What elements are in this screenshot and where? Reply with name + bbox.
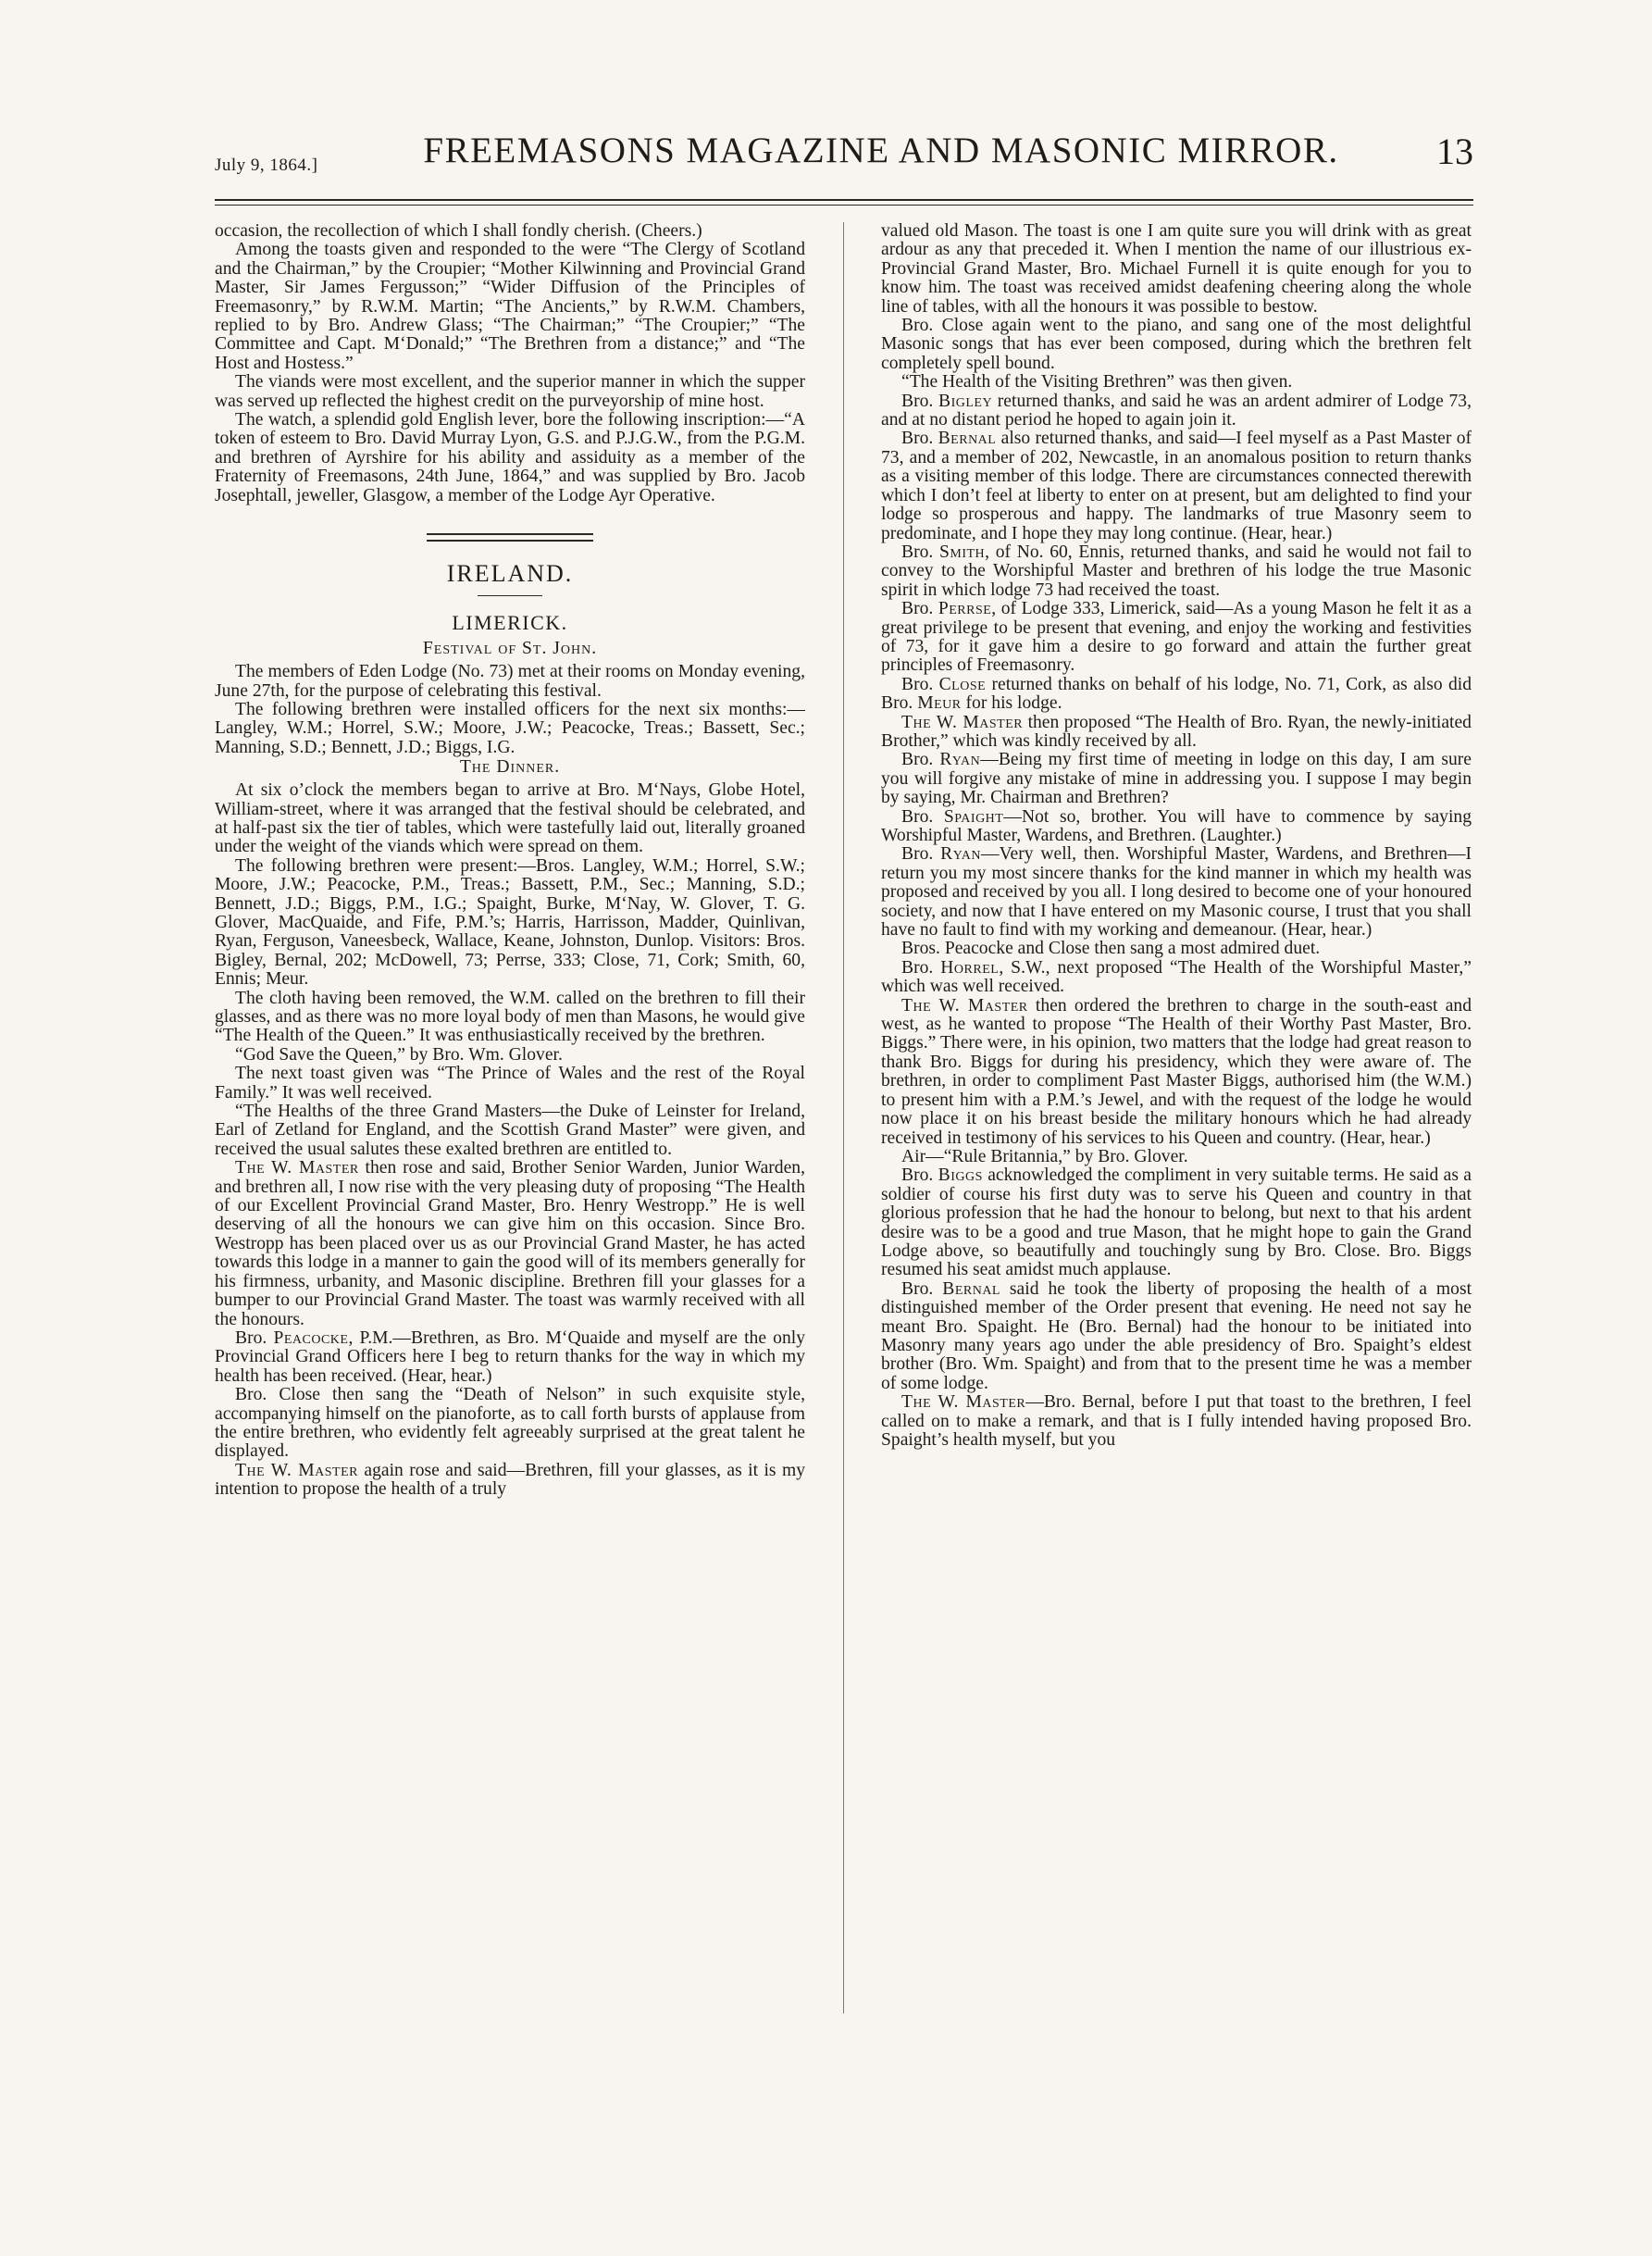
- paragraph-text: returned thanks on behalf of his lodge, No. 71, Cork, as also did Bro.: [881, 674, 1472, 714]
- subheading-festival: Festival of St. John.: [422, 639, 598, 659]
- paragraph-bernal: [881, 430, 1472, 542]
- paragraph: The watch, a splendid gold English lever, bore the following inscription:—“A token of esteem to Bro. David Murray Lyon, G.S. and P.J.G.W., from the P.G.M. and brethren of Ayrshire for his ability and assiduity as a member of the Fraternity of Freemasons, 24th June, 1864,” and was supplied by Bro. Jacob Josephtall, jeweller, Glasgow, a member of the Lodge Ayr Operative.: [215, 410, 805, 505]
- bro-prefix: Bro.: [901, 674, 939, 694]
- speaker-name: Spaight: [943, 806, 1004, 827]
- page-number: 13: [1436, 131, 1473, 172]
- paragraph: At six o’clock the members began to arrive at Bro. M‘Nays, Globe Hotel, William-street, where it was arranged that the festival should be celebrated, and at half-past six the tier of tables, which were tastefully laid out, literally groaned under the weight of the viands which were spread on them.: [215, 780, 805, 857]
- speaker-name: The W. Master: [235, 1158, 359, 1178]
- speaker-name: Close: [938, 674, 987, 694]
- paragraph-duet: Bros. Peacocke and Close then sang a most admired duet.: [901, 939, 1321, 959]
- header-rule: [215, 199, 1473, 201]
- bro-prefix: Bro.: [901, 391, 938, 411]
- paragraph-text: then proposed “The Health of Bro. Ryan, the newly-initiated Brother,” which was kindly received by all.: [881, 712, 1472, 751]
- paragraph: The next toast given was “The Prince of Wales and the rest of the Royal Family.” It was well received.: [215, 1064, 805, 1103]
- paragraph-biggs: [881, 1166, 1472, 1279]
- bro-prefix: Bro.: [901, 1165, 938, 1186]
- paragraph-visiting-toast: “The Health of the Visiting Brethren” was then given.: [901, 372, 1293, 393]
- speaker-name: Perrse: [938, 599, 992, 619]
- paragraph-spaight: [881, 808, 1472, 846]
- paragraph-horrel: [881, 959, 1472, 997]
- paragraph-text: —Bro. Bernal, before I put that toast to the brethren, I feel called on to make a remark, and that is I fully intended having proposed Bro. Spaight’s health myself, but you: [881, 1392, 1472, 1450]
- speaker-name: Ryan: [940, 844, 981, 865]
- paragraph-ryan-1: [881, 751, 1472, 807]
- dinner-paragraphs: [215, 781, 805, 1159]
- paragraph-master-biggs: [881, 997, 1472, 1148]
- paragraph-close-thanks: [881, 676, 1472, 714]
- paragraph-continued: valued old Mason. The toast is one I am quite sure you will drink with as great ardour as any that preceded it. When I mention the name of our illustrious ex-Provincial Grand Master, Bro. Michael Furnell it is quite enough for you to know him. The toast was received amidst deafening cheering along the whole line of tables, with all the honours it was possible to bestow.: [881, 222, 1472, 317]
- bro-prefix: Bro.: [901, 429, 938, 449]
- paragraph-text: , P.M.—Brethren, as Bro. M‘Quaide and myself are the only Provincial Grand Officers here I beg to return thanks for the way in which my health has been received. (Hear, hear.): [215, 1327, 805, 1386]
- bro-prefix: Bro.: [901, 1278, 943, 1299]
- paragraph-master-ryan: [881, 714, 1472, 752]
- paragraph-text: again rose and said—Brethren, fill your glasses, as it is my intention to propose the health of a truly: [215, 1460, 805, 1500]
- speaker-name: The W. Master: [235, 1460, 358, 1480]
- heading-rule: [478, 595, 542, 596]
- paragraph-close-song: Bro. Close then sang the “Death of Nelson” in such exquisite style, accompanying himself on the pianoforte, as to call forth bursts of applause from the entire brethren, who evidently felt agreeably surprised at the great talent he displayed.: [215, 1385, 805, 1462]
- bro-prefix: Bro.: [235, 1327, 274, 1348]
- paragraph: The viands were most excellent, and the superior manner in which the supper was served up reflected the highest credit on the purveyorship of mine host.: [215, 372, 805, 411]
- paragraph-text: acknowledged the compliment in very suitable terms. He said as a soldier of course his first duty was to serve his Queen and country in that glorious profession that he had the honour to belong, but next to that his ardent desire was to be a good and true Mason, that he might hope to gain the Grand Lodge above, so beautifully and touchingly sung by Bro. Close. Bro. Biggs resumed his seat amidst much applause.: [881, 1165, 1472, 1280]
- bro-prefix: Bro.: [901, 750, 940, 770]
- paragraph-text: then rose and said, Brother Senior Warden, Junior Warden, and brethren all, I now rise with the very pleasing duty of proposing “The Health of our Excellent Provincial Grand Master, Bro. Henry Westropp.” He is well deserving of all the honours we can give him on this occasion. Since Bro. Westropp has been placed over us as our Provincial Grand Master, he has acted towards this lodge in a manner to gain the good will of its members generally for his firmness, urbanity, and Masonic discipline. Brethren fill your glasses for a bumper to our Provincial Grand Master. The toast was warmly received with all the honours.: [215, 1158, 805, 1329]
- subheading-dinner: The Dinner.: [459, 757, 561, 778]
- header-rule-thin: [215, 205, 1473, 206]
- left-column: [215, 222, 805, 2083]
- speaker-name: Horrel: [940, 957, 1000, 978]
- paragraph-master-toast: [215, 1159, 805, 1329]
- paragraph: The cloth having been removed, the W.M. called on the brethren to fill their glasses, and as there was no more loyal body of men than Masons, he would give “The Health of the Queen.” It was enthusiastically received by the brethren.: [215, 988, 805, 1046]
- speaker-name: Biggs: [938, 1165, 983, 1186]
- paragraph-text: , of No. 60, Ennis, returned thanks, and said he would not fail to convey to the Worshipful Master and brethren of his lodge the true Masonic spirit in which lodge 73 had received the toast.: [881, 542, 1472, 600]
- subheading-limerick: LIMERICK.: [452, 611, 568, 635]
- bro-prefix: Bro.: [901, 599, 938, 619]
- speaker-name: Bernal: [942, 1278, 1000, 1299]
- paragraph-peacocke: [215, 1329, 805, 1386]
- speaker-name: Smith: [938, 542, 986, 562]
- paragraph-text: for his lodge.: [961, 693, 1062, 714]
- paragraph: “The Healths of the three Grand Masters—the Duke of Leinster for Ireland, Earl of Zetland for England, and the Scottish Grand Master” were given, and received the usual salutes these exalted brethren are entitled to.: [215, 1102, 805, 1159]
- bro-prefix: Bro.: [901, 542, 939, 562]
- paragraph-master-again: [215, 1462, 805, 1500]
- speaker-name: Meur: [917, 693, 962, 714]
- paragraph: The following brethren were present:—Bros. Langley, W.M.; Horrel, S.W.; Moore, J.W.; Peacocke, P.M., Treas.; Bassett, P.M., Sec.; Manning, S.D.; Bennett, J.D.; Biggs, P.M., I.G.; Spaight, Burke, M‘Nay, W. Glover, T. G. Glover, MacQuaide, and Fife, P.M.’s; Harris, Harrisson, Madder, Quinlivan, Ryan, Ferguson, Vaneesbeck, Wallace, Keane, Johnston, Dunlop. Visitors: Bros. Bigley, Bernal, 202; McDowell, 73; Perrse, 333; Close, 71, Cork; Smith, 60, Ennis; Meur.: [215, 855, 805, 990]
- paragraph-ryan-2: [881, 845, 1472, 940]
- paragraph: Among the toasts given and responded to the were “The Clergy of Scotland and the Chairman,” by the Croupier; “Mother Kilwinning and Provincial Grand Master, Sir James Fergusson;” “Wider Diffusion of the Principles of Freemasonry,” by R.W.M. Martin; “The Ancients,” by R.W.M. Chambers, replied to by Bro. Andrew Glass; “The Chairman;” “The Croupier;” “The Committee and Capt. M‘Donald;” “The Brethren from a distance;” and “The Host and Hostess.”: [215, 240, 805, 373]
- bro-prefix: Bro.: [901, 957, 941, 978]
- column-divider: [843, 222, 844, 2013]
- paragraph-bigley: [881, 393, 1472, 430]
- paragraph-text: said he took the liberty of proposing the health of a most distinguished member of the Order present that evening. He need not say he meant Bro. Spaight. He (Bro. Bernal) had the honour to be initiated into Masonry many years ago under the able presidency of Bro. Spaight’s eldest brother (Bro. Wm. Spaight) and from that to the present time he was a member of some lodge.: [881, 1278, 1472, 1393]
- speaker-name: The W. Master: [901, 1392, 1026, 1413]
- paragraph-text: then ordered the brethren to charge in the south-east and west, as he wanted to propose “The Health of their Worthy Past Master, Bro. Biggs.” There were, in his opinion, two matters that the lodge had great reason to thank Bro. Biggs for during his presidency, which they were aware of. The brethren, in order to compliment Past Master Biggs, authorised him (the W.M.) to present him with a P.M.’s Jewel, and with the request of the lodge he would now place it on his breast beside the military honours which he had already received in testimony of his services to his Queen and country. (Hear, hear.): [881, 995, 1472, 1148]
- festival-paragraphs: [215, 663, 805, 757]
- section-heading-ireland: IRELAND.: [446, 560, 574, 588]
- page-header: [215, 130, 1473, 185]
- speaker-name: Peacocke: [273, 1327, 349, 1348]
- speaker-name: The W. Master: [901, 995, 1028, 1016]
- paragraph-text: —Not so, brother. You will have to commence by saying Worshipful Master, Wardens, and Brethren. (Laughter.): [881, 806, 1472, 845]
- bro-prefix: Bro.: [901, 806, 944, 827]
- speaker-name: Bigley: [938, 391, 993, 411]
- paragraph-smith: [881, 543, 1472, 600]
- paragraph-text: returned thanks, and said he was an ardent admirer of Lodge 73, and at no distant period he hoped to again join it.: [881, 391, 1472, 430]
- paragraph-text: , S.W., next proposed “The Health of the Worshipful Master,” which was well received.: [881, 957, 1472, 997]
- paragraph-master-last: [881, 1393, 1472, 1450]
- left-intro-paragraphs: [215, 222, 805, 505]
- paragraph-close-piano: Bro. Close again went to the piano, and sang one of the most delightful Masonic songs that has ever been composed, during which the brethren felt completely spell bound.: [881, 316, 1472, 373]
- paragraph-bernal-2: [881, 1280, 1472, 1393]
- paragraph-text: , of Lodge 333, Limerick, said—As a young Mason he felt it as a great privilege to be present that evening, and enjoy the working and festivities of 73, for it gave him a desire to go forward and attain the further great principles of Freemasonry.: [881, 599, 1472, 676]
- paragraph-text: also returned thanks, and said—I feel myself as a Past Master of 73, and a member of 202, Newcastle, in an anomalous position to return thanks as a visiting member of this lodge. There are circumstances connected therewith which I don’t feel at liberty to enter on at present, but am delighted to find your lodge so prosperous and happy. The landmarks of true Masonry seem to predominate, and I hope they may long continue. (Hear, hear.): [881, 429, 1472, 543]
- section-separator: [427, 533, 593, 542]
- speaker-name: Bernal: [938, 429, 997, 449]
- paragraph-text: —Very well, then. Worshipful Master, Wardens, and Brethren—I return you my most sincere thanks for the kind manner in which my health was proposed and received by you all. I long desired to become one of your honoured society, and now that I have entered on my Masonic course, I trust that you shall have no fault to find with my working and demeanour. (Hear, hear.): [881, 844, 1472, 941]
- paragraph: occasion, the recollection of which I shall fondly cherish. (Cheers.): [215, 222, 702, 241]
- paragraph-perrse: [881, 600, 1472, 676]
- speaker-name: The W. Master: [901, 712, 1024, 732]
- speaker-name: Ryan: [939, 750, 981, 770]
- paragraph: The members of Eden Lodge (No. 73) met at their rooms on Monday evening, June 27th, for the purpose of celebrating this festival.: [215, 662, 805, 701]
- bro-prefix: Bro.: [901, 844, 941, 865]
- paragraph-text: —Being my first time of meeting in lodge on this day, I am sure you will forgive any mistake of mine in addressing you. I suppose I may begin by saying, Mr. Chairman and Brethren?: [881, 750, 1472, 808]
- issue-date: July 9, 1864.]: [215, 156, 318, 175]
- paragraph: The following brethren were installed officers for the next six months:—Langley, W.M.; Horrel, S.W.; Moore, J.W.; Peacocke, Treas.; Bassett, Sec.; Manning, S.D.; Bennett, J.D.; Biggs, I.G.: [215, 699, 805, 757]
- masthead-title: FREEMASONS MAGAZINE AND MASONIC MIRROR.: [423, 131, 1339, 170]
- paragraph: “God Save the Queen,” by Bro. Wm. Glover.: [235, 1044, 563, 1065]
- paragraph-air: Air—“Rule Britannia,” by Bro. Glover.: [901, 1146, 1188, 1166]
- right-column: [881, 222, 1472, 2083]
